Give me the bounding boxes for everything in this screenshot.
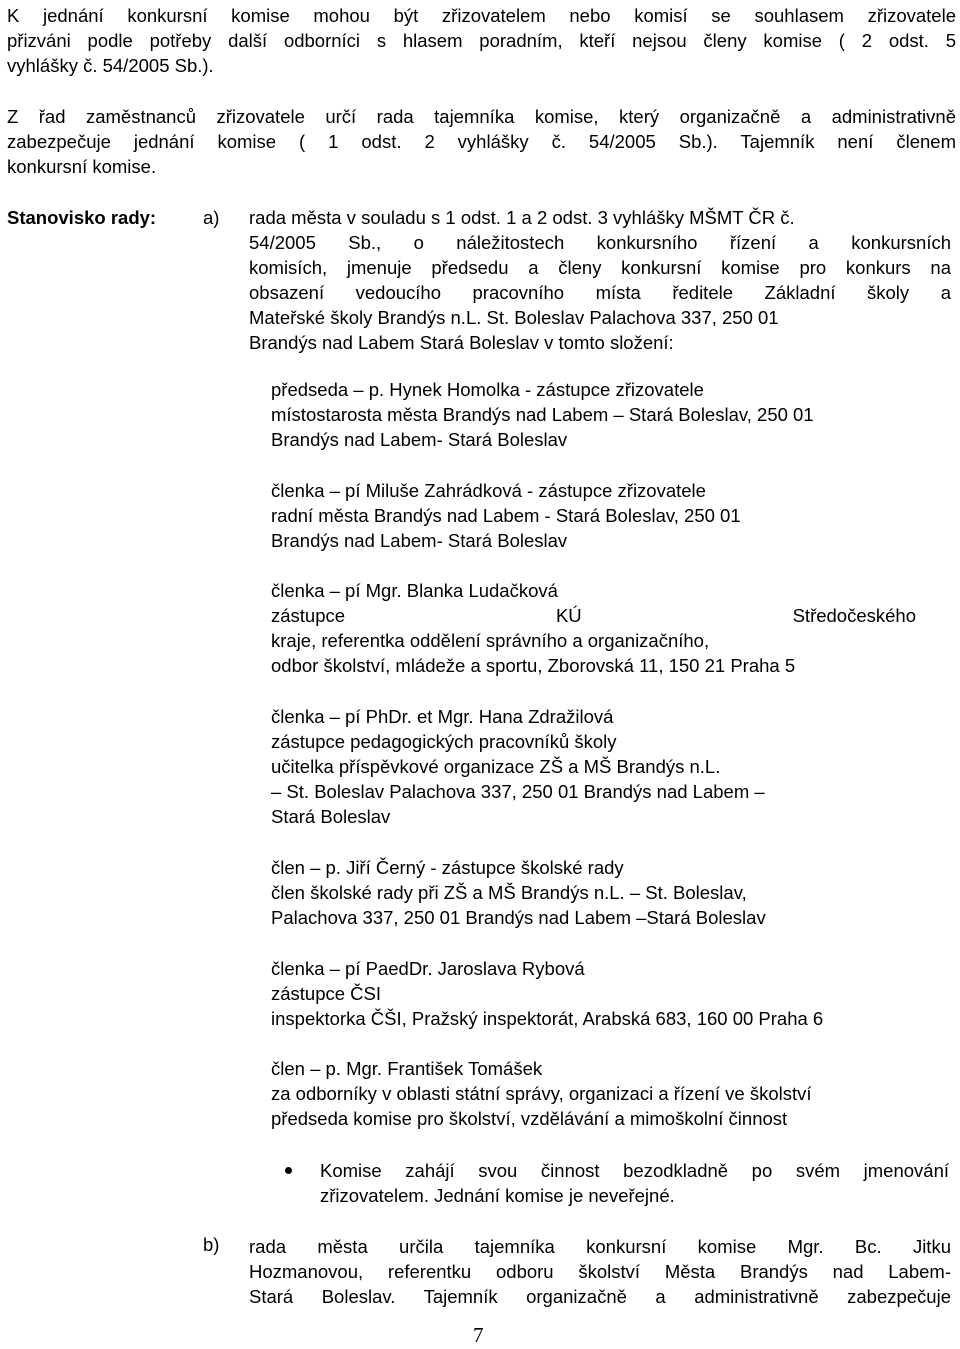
member-3-line-3: kraje, referentka oddělení správního a organizačního,: [271, 630, 710, 651]
member-4-line-3: učitelka příspěvkové organizace ZŠ a MŠ Brandýs n.L.: [271, 756, 721, 777]
member-4-line-1: členka – pí PhDr. et Mgr. Hana Zdražilová: [271, 706, 614, 727]
member-5-line-2: člen školské rady při ZŠ a MŠ Brandýs n.L. – St. Boleslav,: [271, 882, 747, 903]
item-a-line-1: rada města v souladu s 1 odst. 1 a 2 odst. 3 vyhlášky MŠMT ČR č.: [249, 207, 795, 228]
member-5-line-3: Palachova 337, 250 01 Brandýs nad Labem –Stará Boleslav: [271, 907, 766, 928]
member-7-line-3: předseda komise pro školství, vzdělávání a mimoškolní činnost: [271, 1108, 788, 1129]
page-number: 7: [473, 1323, 484, 1347]
bullet-dot-icon: [285, 1167, 292, 1174]
member-2-line-3: Brandýs nad Labem- Stará Boleslav: [271, 530, 568, 551]
item-a-line-5: Mateřské školy Brandýs n.L. St. Boleslav Palachova 337, 250 01: [249, 307, 779, 328]
member-2-line-1: členka – pí Miluše Zahrádková - zástupce zřizovatele: [271, 480, 706, 501]
intro-p2-line-2: zabezpečuje jednání komise ( 1 odst. 2 vyhlášky č. 54/2005 Sb.). Tajemník není členem: [7, 131, 956, 152]
intro-p1-line-3: vyhlášky č. 54/2005 Sb.).: [7, 55, 214, 76]
bullet-line-2: zřizovatelem. Jednání komise je neveřejné.: [320, 1185, 675, 1206]
item-a-line-6: Brandýs nad Labem Stará Boleslav v tomto složení:: [249, 332, 674, 353]
member-4-line-2: zástupce pedagogických pracovníků školy: [271, 731, 617, 752]
member-6-line-3: inspektorka ČŠI, Pražský inspektorát, Arabská 683, 160 00 Praha 6: [271, 1008, 824, 1029]
member-1-line-1: předseda – p. Hynek Homolka - zástupce zřizovatele: [271, 379, 704, 400]
stanovisko-label: Stanovisko rady:: [7, 207, 157, 228]
member-6-line-2: zástupce ČSI: [271, 983, 382, 1004]
item-b-line-3: Stará Boleslav. Tajemník organizačně a administrativně zabezpečuje: [249, 1286, 951, 1307]
intro-p1-line-2: přizváni podle potřeby další odborníci s hlasem poradním, kteří nejsou členy komise ( 2 odst. 5: [7, 30, 956, 51]
member-3-line-2: zástupce KÚ Středočeského: [271, 605, 916, 626]
member-4-line-5: Stará Boleslav: [271, 806, 391, 827]
item-b-line-2: Hozmanovou, referentku odboru školství Města Brandýs nad Labem-: [249, 1261, 951, 1282]
member-1-line-3: Brandýs nad Labem- Stará Boleslav: [271, 429, 568, 450]
intro-p2-line-3: konkursní komise.: [7, 156, 157, 177]
member-7-line-1: člen – p. Mgr. František Tomášek: [271, 1058, 543, 1079]
intro-p1-line-1: K jednání konkursní komise mohou být zřizovatelem nebo komisí se souhlasem zřizovatele: [7, 5, 956, 26]
item-a-line-2: 54/2005 Sb., o náležitostech konkursního řízení a konkursních: [249, 232, 951, 253]
member-2-line-2: radní města Brandýs nad Labem - Stará Boleslav, 250 01: [271, 505, 741, 526]
member-5-line-1: člen – p. Jiří Černý - zástupce školské rady: [271, 857, 624, 878]
member-1-line-2: místostarosta města Brandýs nad Labem – Stará Boleslav, 250 01: [271, 404, 814, 425]
member-4-line-4: – St. Boleslav Palachova 337, 250 01 Brandýs nad Labem –: [271, 781, 765, 802]
member-3-line-1: členka – pí Mgr. Blanka Ludačková: [271, 580, 558, 601]
item-b-line-1: rada města určila tajemníka konkursní komise Mgr. Bc. Jitku: [249, 1236, 951, 1257]
member-7-line-2: za odborníky v oblasti státní správy, organizaci a řízení ve školství: [271, 1083, 812, 1104]
item-a-line-4: obsazení vedoucího pracovního místa ředitele Základní školy a: [249, 282, 951, 303]
item-a-line-3: komisích, jmenuje předsedu a členy konkursní komise pro konkurs na: [249, 257, 951, 278]
member-3-line-4: odbor školství, mládeže a sportu, Zborovská 11, 150 21 Praha 5: [271, 655, 796, 676]
item-b-marker: b): [203, 1234, 220, 1255]
intro-p2-line-1: Z řad zaměstnanců zřizovatele určí rada tajemníka komise, který organizačně a administrativně: [7, 106, 956, 127]
bullet-line-1: Komise zahájí svou činnost bezodkladně po svém jmenování: [320, 1160, 949, 1181]
member-6-line-1: členka – pí PaedDr. Jaroslava Rybová: [271, 958, 585, 979]
item-a-marker: a): [203, 207, 220, 228]
